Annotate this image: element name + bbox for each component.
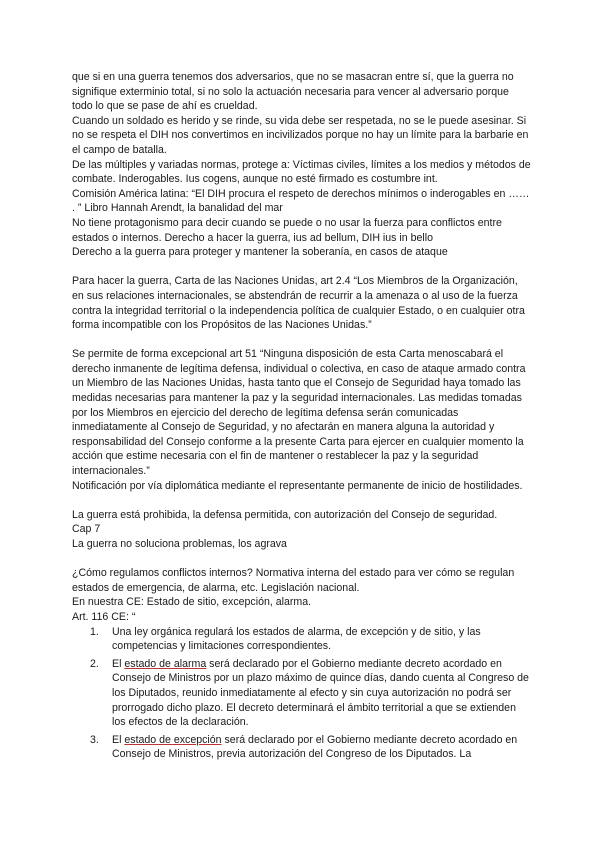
paragraph-notificacion: Notificación por vía diplomática mediante el representante permanente de inicio de hostilidades. [72,479,523,492]
paragraph: Cap 7 [72,523,101,536]
list-number: 3. [90,733,99,746]
list-text: El [112,657,125,670]
paragraph: Cuando un soldado es herido y se rinde, su vida debe ser respetada, no se le puede asesinar. Si no se respeta el DIH nos convertimos en incivilizados porque no hay un límite para la barbarie en el campo de batalla. [72,114,529,156]
list-text: será declarado por el Gobierno mediante decreto acordado en Consejo de Ministros, previa autorización del Congreso de los Diputados. La [112,733,518,761]
paragraph: Comisión América latina: “El DIH procura el respeto de derechos mínimos o inderogables en …… . ” Libro Hannah Arendt, la banalidad del mar [72,187,530,215]
paragraph: De las múltiples y variadas normas, protege a: Víctimas civiles, límites a los medios y métodos de combate. Inderogables. Ius cogens, aunque no esté firmado es costumbre int. [72,158,531,186]
list-number: 2. [90,657,99,670]
paragraph: No tiene protagonismo para decir cuando se puede o no usar la fuerza para conflictos entre estados o internos. Derecho a hacer la guerra, ius ad bellum, DIH ius in bello [72,216,502,244]
paragraph-carta-onu: Para hacer la guerra, Carta de las Naciones Unidas, art 2.4 “Los Miembros de la Organización, en sus relaciones internacionales, se abstendrán de recurrir a la amenaza o al uso de la fuerza contra la integridad territorial o la independencia política de cualquier Estado, o en cualquier otra forma incompatible con los Propósitos de las Naciones Unidas.” [72,275,525,332]
list-item [72,733,532,762]
article-116-list [72,625,532,762]
list-text: será declarado por el Gobierno mediante decreto acordado en Consejo de Ministros por un plazo máximo de quince días, dando cuenta al Congreso de los Diputados, reunido inmediatamente al efecto y sin cuya autorización no podrá ser prorrogado dicho plazo. El decreto determinará el ámbito territorial a que se extienden los efectos de la declaración. [112,657,529,729]
paragraph: que si en una guerra tenemos dos adversarios, que no se masacran entre sí, que la guerra no signifique exterminio total, si no solo la actuación necesaria para vencer al adversario porque todo lo que se pase de ahí es crueldad. [72,71,514,113]
paragraph: ¿Cómo regulamos conflictos internos? Normativa interna del estado para ver cómo se regulan estados de emergencia, de alarma, etc. Legislación nacional. [72,567,515,594]
underlined-term: estado de excepción [124,733,222,746]
paragraph: La guerra no soluciona problemas, los agrava [72,538,287,550]
list-text: Una ley orgánica regulará los estados de alarma, de excepción y de sitio, y las competencias y limitaciones correspondientes. [112,625,481,653]
spacer [72,552,532,567]
paragraph: Art. 116 CE: “ [72,610,136,623]
list-text: El [112,733,125,746]
paragraph-art-51: Se permite de forma excepcional art 51 “Ninguna disposición de esta Carta menoscabará el derecho inmanente de legítima defensa, individual o colectiva, en caso de ataque armado contra un Miembro de las Naciones Unidas, hasta tanto que el Consejo de Seguridad haya tomado las medidas necesarias para mantener la paz y la seguridad internacionales. Las medidas tomadas por los Miembros en ejercicio del derecho de legítima defensa serán comunicadas inmediatamente al Consejo de Seguridad, y no afectarán en manera alguna la autoridad y responsabilidad del Consejo conforme a la presente Carta para ejercer en cualquier momento la acción que estime necesaria con el fin de mantener o restablecer la paz y la seguridad internacionales.” [72,348,526,478]
paragraph: En nuestra CE: Estado de sitio, excepción, alarma. [72,596,312,609]
spacer [72,260,532,275]
list-number: 1. [90,625,99,638]
underlined-term: estado de alarma [124,657,207,670]
paragraph: Derecho a la guerra para proteger y mantener la soberanía, en casos de ataque [72,246,448,259]
list-item [72,657,532,730]
document-body [72,70,532,765]
spacer [72,493,532,508]
paragraph: La guerra está prohibida, la defensa permitida, con autorización del Consejo de seguridad. [72,508,498,521]
spacer [72,333,532,348]
list-item [72,625,532,654]
